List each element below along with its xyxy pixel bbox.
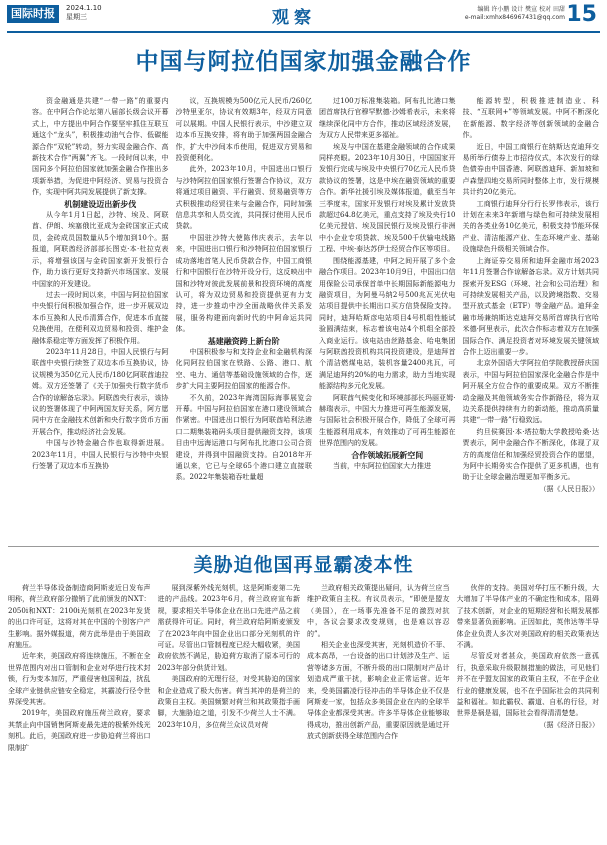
paragraph: 展到深紫外线光刻机，这是阿斯麦第二先进的产品线。2023年6月，荷兰政府宣布新规，要求相关半导体企业在出口先进产品之前需获得许可证。同时，荷兰政府给阿斯麦颁发了在2023年向中国企业出口部分光刻机的许可证。尽管出口管制程度已经大幅收紧，美国政府依然不满足，胁迫荷方取消了原本可行的2023年部分供货计划。: [157, 584, 300, 672]
article2-column-4: [457, 583, 600, 839]
paragraph: 尽管反对者甚众，美国政府依然一意孤行，执意采取升级限制措施的做法，可见他们并不在乎盟友国家的政策自主权，不在乎企业行业的健康发展，也不在乎国际社会的共同利益和福祉。如此霸权、霸道、自私的行径，对世界是祸是福，国际社会看得清清楚楚。: [456, 652, 599, 718]
article1-column-4: [463, 96, 600, 548]
issue-date-block: [66, 4, 102, 22]
paragraph: 过去一段时间以来，中国与阿拉伯国家中央银行间积极加强合作，进一步开展双边本币互换和人民币清算合作，促进本币直接兑换使用，在便利双边贸易和投资、维护金融体系稳定等方面发挥了积极作用。: [32, 290, 169, 345]
masthead-rule: [7, 31, 600, 33]
paragraph: 2023年11月28日，中国人民银行与阿联酋中央银行续签了双边本币互换协议，协议规模为350亿元人民币/180亿阿联酋迪拉姆。双方还签署了《关于加强央行数字货币合作的谅解备忘录》。阿联酋央行表示，该协议的签署体现了中阿两国友好关系，阿方愿同中方在金融技术创新和央行数字货币方面开展合作，推动经济社会发展。: [32, 347, 169, 436]
paragraph: 2019年，美国政府施压荷兰政府，要求其禁止向中国销售阿斯麦最先进的极紫外线光刻机。此后，美国政府进一步胁迫荷兰将出口限制扩: [8, 709, 151, 752]
paragraph: 相关企业也深受其害，光刻机造价不菲、成本高昂，一台设备的出口计划涉及生产、运营等诸多方面，不断升级的出口限制对产品计划造成严重干扰，影响企业正常运营。近年来，受美国霸凌行径冲击的半导体企业不仅是阿斯麦一家，包括众多美国企业在内的全球半导体企业都深受其害。许多半导体企业能够取得成功，推出创新产品，重要原因就是通过开放式创新获得全球范围内合作: [307, 641, 450, 741]
paragraph: 当前，中东阿拉伯国家大力推进: [333, 462, 431, 470]
paragraph: 伙伴的支持。美国对华打压不断升级，大大增加了半导体产业的不确定性和成本，阻碍了技术创新，对企业的短期经营和长期发展都带来显著负面影响。正因如此，英伟达等半导体企业负责人多次对美国政府的相关政策表达不满。: [456, 584, 599, 650]
paragraph: 不久前，2023年海湾国际海事展览会开幕。中国与阿拉伯国家在港口建设领域合作紧密。中国进出口银行为阿联酋哈利法港口二期集装箱码头项目提供融资支持，该项目由中远海运港口与阿布扎比港口公司合资建设，并得到中国融资支持。自2018年开通以来，它已与全球65个港口建立直接联系。2022年集装箱吞吐量超: [175, 393, 312, 482]
paragraph: 上海证券交易所和迪拜金融市场2023年11月签署合作谅解备忘录。双方计划共同探索开发ESG（环境、社会和公司治理）和可持续发展相关产品，以及跨境指数、交易型开放式基金（ETF）等金融产品。迪拜金融市场兼纳斯达克迪拜交易所首席执行官哈米德·阿里表示，此次合作标志着双方在加强国际合作、满足投资者对环境发展关键领域合作上迈出重要一步。: [462, 256, 599, 356]
article-divider: [8, 546, 599, 547]
article1-headline: 中国与阿拉伯国家加强金融合作: [135, 49, 472, 75]
subheading: 基建融资跨上新台阶: [207, 335, 280, 346]
credits-email: e-mail:xmhx846967431@qq.com: [464, 14, 565, 21]
article1-column-2: [176, 96, 313, 548]
issue-date: 2024.1.10: [66, 4, 102, 12]
article2-column-1: [8, 583, 151, 839]
paragraph: 过100万标准集装箱。阿布扎比港口集团首席执行官穆罕默德·沙姆希表示，未来将继续深化同中方合作，推动区域经济发展，为双方人民带来更多福祉。: [319, 97, 456, 140]
paragraph: 工商银行迪拜分行行长罗伟表示，该行计划在未来3年新增与绿色和可持续发展相关的各类业务10亿美元，积极支持节能环保产业、清洁能源产业、生态环境产业、基础设施绿色升级相关领域合作。: [462, 199, 599, 254]
paragraph: 阿联酋气候变化和环境部部长玛丽亚姆·赫瑞表示，中国大力推进可再生能源发展，与国际社会积极开展合作，降低了全球可再生能源利用成本，有效推动了可再生能源在世界范围内的发展。: [319, 393, 456, 448]
paragraph: 近日，中国工商银行在纳斯达克迪拜交易所举行债券上市招待仪式，本次发行的绿色债券由中国香港、阿联酋迪拜、新加坡和卢森堡四地交易所同时整体上市，发行规模共计约20亿美元。: [462, 142, 599, 197]
subheading: 合作领域拓展新空间: [351, 449, 424, 460]
paragraph: 从今年1月1日起，沙特、埃及、阿联酋、伊朗、埃塞俄比亚成为金砖国家正式成员，金砖成员国数量从5个增加到10个。据报道，阿联酋经济部部长图克·本·杜拉克表示，将增强该国与金砖国家新开发银行合作，助力该行更好支持新兴市场国家、发展中国家的开发建设。: [32, 211, 169, 288]
article2-headline: 美胁迫他国再显霸凌本性: [193, 554, 414, 576]
paragraph: 北京外国语大学阿拉伯学院教授薛庆国表示，中国与阿拉伯国家深化金融合作是中阿开展全方位合作的重要成果。双方不断推动金融及其他领域务实合作新路径，将为双边关系提供持续有力的新动能，推动高质量共建“一带一路”行稳致远。: [462, 359, 599, 425]
newspaper-logo: 国际时报: [7, 5, 59, 23]
paragraph: 能源转型，积极推进制造业、科技、“互联网+”等领域发展。中阿不断深化在新能源、数字经济等创新领域的金融合作。: [462, 97, 599, 140]
section-title: 观察: [272, 8, 316, 28]
paragraph: 埃及与中国在基建金融领域的合作成果同样亮眼。2023年10月30日，中国国家开发银行完成与埃及中央银行70亿元人民币贷款协议的签署，这是中埃在融资领域的重要合作。新华社援引埃及媒体报道，截至当年三季度末，国家开发银行对埃及累计发放贷款超过64.8亿美元，重点支持了埃及央行10亿美元授信、埃及国民银行及埃及银行非洲中小企业专项贷款、埃及500千伏输电线路工程、中埃·泰达苏伊士经贸合作区等项目。: [319, 142, 456, 254]
paragraph: 资金融通是共建“一带一路”的重要内容。在中阿合作论坛第八届部长级会议开幕式上，中方提出中阿合作要坚牢抓住互联互通这个“龙头”，积极推动油气合作、低碳能源合作“双轮”转动，努力实现金融合作、高新技术合作“两翼”齐飞。一段时间以来，中国同多个阿拉伯国家就加强金融合作推出多项新举措，为促进中阿经济、贸易与投资合作，实现中阿共同发展提供了新支撑。: [32, 97, 169, 197]
paragraph: 近年来，美国政府将连续施压，不断在全世界范围内对出口管制和企业对华进行技术封锁，行为变本加厉，严重侵害他国利益，扰乱全球产业链供应链安全稳定，其霸凌行径令世界深受其害。: [8, 652, 151, 707]
paragraph: 美国政府的无理行径，对受其胁迫的国家和企业造成了极大伤害。荷当其冲的是荷兰的政策自主权。美国频繁对荷兰和其政策指手画脚，大施胁迫之道，引发不少荷兰人士不满。2023年10月，多位荷兰众议员对荷: [157, 675, 300, 729]
article1-column-1: [32, 96, 169, 548]
source-credit: （据《人民日报》）: [539, 484, 599, 493]
paragraph: 中国驻沙特大使陈伟庆表示，去年以来，中国进出口银行和沙特阿拉伯国家银行成功落地首笔人民币贷款合作，中国工商银行和中国银行在沙特开设分行，这反映出中国和沙特对彼此发展前景和投资环境的高度认可，将为双边贸易和投资提供更有力支持，进一步推动中沙全面战略伙伴关系发展，服务构建面向新时代的中阿命运共同体。: [175, 233, 312, 334]
paragraph: 约旦侯赛因·本·塔拉勒大学教授哈桑·达贾表示，阿中金融合作不断深化，体现了双方的高度信任和加强经贸投资合作的愿望，为阿中长期务实合作提供了更多机遇，也有助于让全球金融治理更加平衡多元。: [462, 427, 599, 482]
paragraph: 荷兰半导体设备制造商阿斯麦近日发布声明称，荷兰政府部分撤销了此前颁发的NXT：2050i和NXT：2100i光刻机在2023年发货的出口许可证，这将对其在中国的个别客户产生影响。据外媒报道，荷方此举是由于美国政府施压。: [8, 584, 151, 650]
article2-body: [8, 583, 599, 839]
article2-column-3: [307, 583, 450, 839]
paragraph: 中国与沙特金融合作也取得新进展。2023年11月，中国人民银行与沙特中央银行签署了双边本币互换协: [32, 439, 169, 470]
paragraph: 兰政府相关政策提出疑问，认为荷兰应当维护政策自主权。有议员表示，“即使是盟友（美国），在一场事先准备不足的激烈对抗中，各议会要求改变规则，也是难以容忍的”。: [307, 584, 450, 638]
issue-weekday: 星期三: [66, 13, 87, 21]
credits-staff: 编辑 许小鹏 设计 樊宣 校对 田甜: [477, 6, 565, 13]
paragraph: 围绕能源基建，中阿之间开展了多个金融合作项目。2023年10月9日，中国出口信用保险公司承保首单中长期国际新能源电力融资项目，为阿曼马纳2号500兆瓦光伏电站项目提供中长期出口买方信贷保险支持。同时，迪拜哈斯彦电站项目4号机组性能试验圆满结束，标志着该电站4个机组全部投入商业运行。该电站由丝路基金、哈电集团与阿联酋投资机构共同投资建设，是迪拜首个清洁燃煤电站，装机容量2400兆瓦，可满足迪拜约20%的电力需求，助力当地实现能源结构多元化发展。: [319, 256, 456, 391]
subheading: 机制建设迈出新步伐: [64, 198, 137, 209]
paragraph: 中国积极参与和支持企业和金融机构深化同阿拉伯国家在铁路、公路、港口、航空、电力、通信等基础设施领域的合作，逐步扩大同主要阿拉伯国家的能源合作。: [175, 347, 312, 391]
article2-column-2: [158, 583, 301, 839]
article1-column-3: [319, 96, 456, 548]
source-credit: （据《经济日报》）: [539, 720, 599, 729]
editor-credits: [465, 6, 565, 22]
page-number: 15: [566, 2, 597, 27]
article1-body: [32, 96, 599, 548]
paragraph: 议，互换规模为500亿元人民币/260亿沙特里亚尔，协议有效期3年，经双方同意可以展期。中国人民银行表示，中沙建立双边本币互换安排，将有助于加强两国金融合作，扩大中沙间本币使用，促进双方贸易和投资便利化。: [175, 97, 312, 163]
masthead: [0, 0, 607, 36]
paragraph: 此外，2023年10月，中国进出口银行与沙特阿拉伯国家银行签署合作协议，双方将通过项目融资、平行融资、贸易融资等方式积极推动经贸往来与金融合作，同时加强信息共享和人员交流，共同探讨使用人民币贷款。: [175, 165, 312, 231]
